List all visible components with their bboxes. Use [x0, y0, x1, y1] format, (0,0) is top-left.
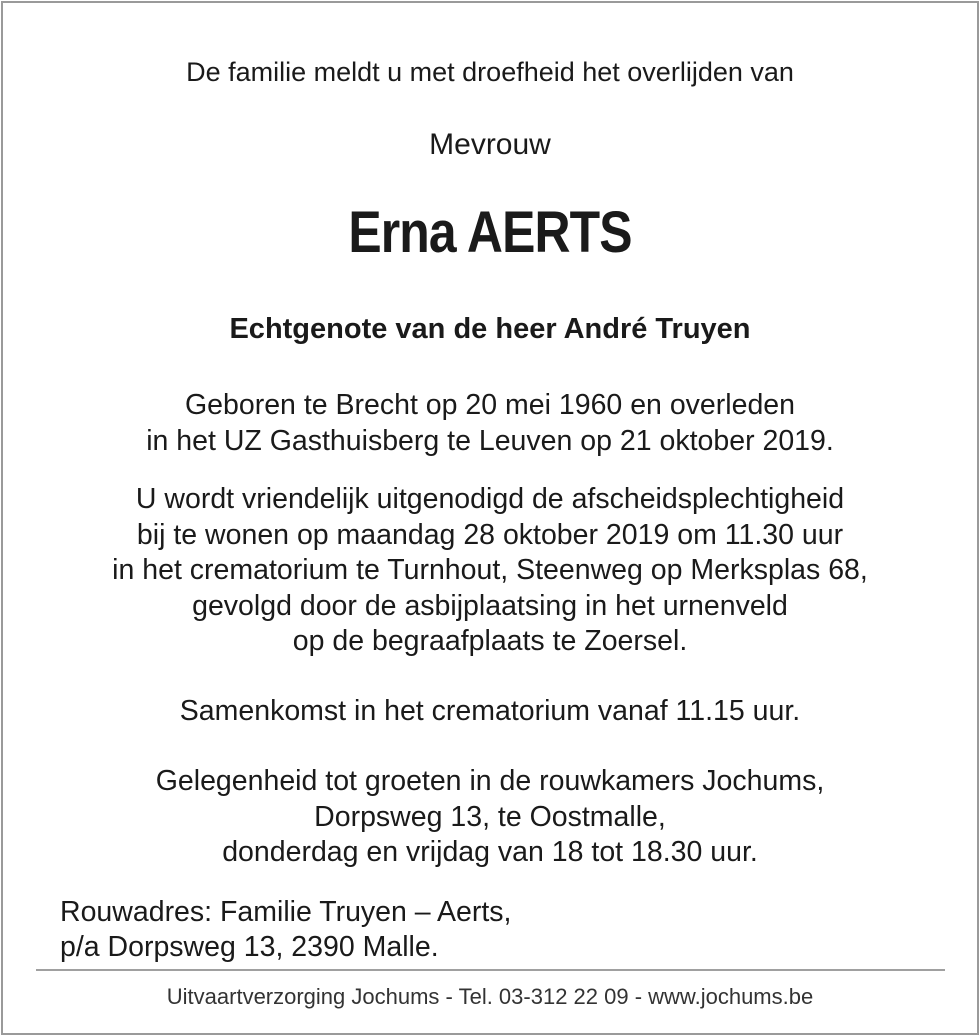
- paragraph-line: op de begraafplaats te Zoersel.: [292, 625, 688, 657]
- birth-death-paragraph: [0, 388, 980, 459]
- gathering-paragraph: Samenkomst in het crematorium vanaf 11.15 uur.: [179, 695, 801, 727]
- paragraph-line: Dorpsweg 13, te Oostmalle,: [314, 800, 666, 833]
- spouse-line: Echtgenote van de heer André Truyen: [229, 313, 751, 345]
- mourning-address: [60, 895, 511, 965]
- visitation-paragraph: [0, 764, 980, 871]
- paragraph-line: Gelegenheid tot groeten in de rouwkamers Jochums,: [155, 765, 825, 797]
- intro-text: De familie meldt u met droefheid het overlijden van: [186, 57, 794, 87]
- salutation: Mevrouw: [429, 128, 551, 161]
- footer-divider: [36, 969, 945, 971]
- funeral-home-footer: Uitvaartverzorging Jochums - Tel. 03-312 22 09 - www.jochums.be: [166, 984, 814, 1009]
- paragraph-line: Geboren te Brecht op 20 mei 1960 en overleden: [185, 389, 795, 421]
- deceased-name: Erna AERTS: [348, 200, 632, 265]
- paragraph-line: U wordt vriendelijk uitgenodigd de afscheidsplechtigheid: [135, 483, 845, 515]
- paragraph-line: bij te wonen op maandag 28 oktober 2019 om 11.30 uur: [136, 518, 844, 551]
- paragraph-line: gevolgd door de asbijplaatsing in het urnenveld: [192, 589, 788, 622]
- paragraph-line: donderdag en vrijdag van 18 tot 18.30 uur.: [222, 836, 758, 868]
- ceremony-paragraph: [0, 482, 980, 660]
- address-line: Rouwadres: Familie Truyen – Aerts,: [60, 896, 512, 928]
- paragraph-line: in het UZ Gasthuisberg te Leuven op 21 oktober 2019.: [146, 424, 834, 457]
- address-line: p/a Dorpsweg 13, 2390 Malle.: [60, 931, 439, 963]
- paragraph-line: in het crematorium te Turnhout, Steenweg op Merksplas 68,: [112, 554, 868, 586]
